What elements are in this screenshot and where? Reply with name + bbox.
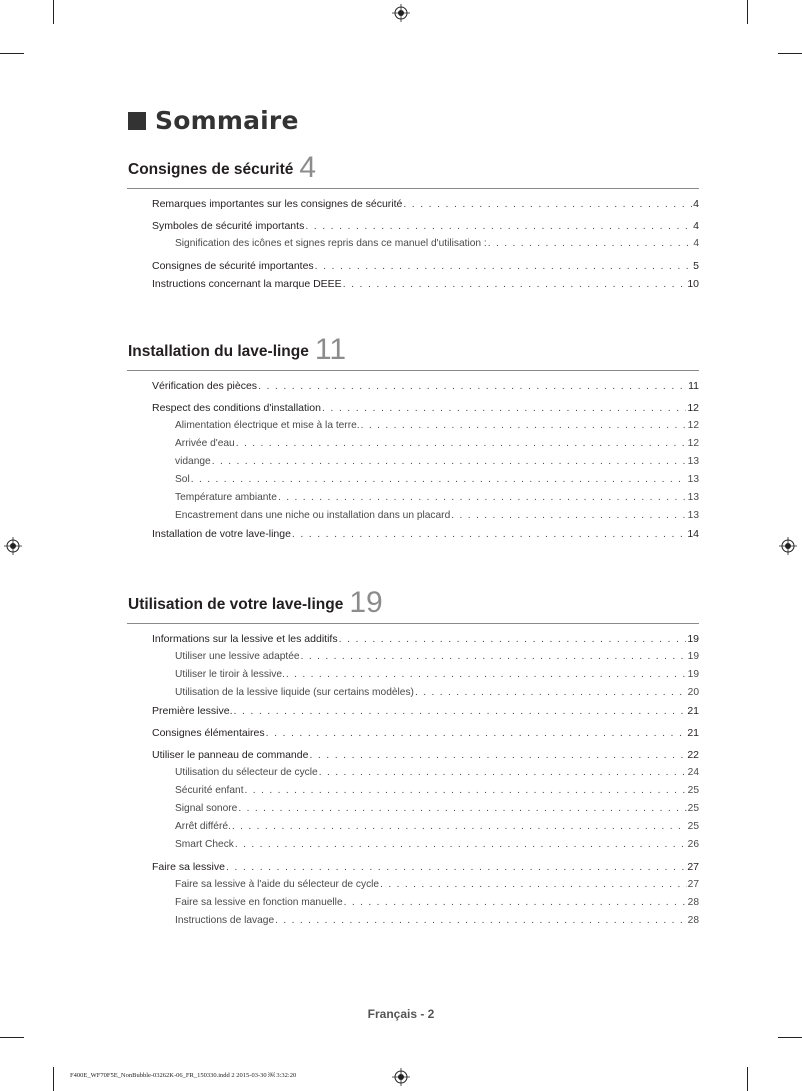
page-footer-label: Français - 2 <box>367 1007 435 1021</box>
toc-subentry[interactable]: Faire sa lessive en fonction manuelle . . . 28 <box>175 894 699 912</box>
section-title: Installation du lave-linge 11 <box>128 333 347 366</box>
crop-mark <box>0 1037 24 1038</box>
crop-mark <box>0 53 24 54</box>
toc-subentry[interactable]: Utilisation du sélecteur de cycle . . . 24 <box>175 764 699 782</box>
crop-mark <box>53 0 54 24</box>
toc-subentry[interactable]: Signal sonore . . . 25 <box>175 800 699 818</box>
toc-entry[interactable]: Première lessive. . . . 21 <box>152 702 699 720</box>
section-page-number: 19 <box>349 586 383 619</box>
page-title <box>128 106 299 135</box>
section-heading <box>127 151 699 189</box>
registration-mark-icon <box>392 4 410 22</box>
toc-entry[interactable]: Instructions concernant la marque DEEE . . . 10 <box>152 275 699 293</box>
toc-subentry[interactable]: Faire sa lessive à l'aide du sélecteur de cycle . . . 27 <box>175 876 699 894</box>
toc-entry[interactable]: Respect des conditions d'installation . . . 12 <box>152 399 699 417</box>
toc-subentry[interactable]: Utiliser une lessive adaptée . . . 19 <box>175 648 699 666</box>
toc-subentry[interactable]: Sol . . . 13 <box>175 471 699 489</box>
toc-section-installation <box>127 333 699 543</box>
crop-mark <box>747 1067 748 1091</box>
toc-entries <box>127 371 699 543</box>
section-title: Utilisation de votre lave-linge 19 <box>128 586 383 619</box>
toc-subentry[interactable]: Sécurité enfant . . . 25 <box>175 782 699 800</box>
toc-section-safety <box>127 151 699 293</box>
toc-subentry[interactable]: Arrivée d'eau . . . 12 <box>175 435 699 453</box>
toc-entries <box>127 189 699 293</box>
crop-mark <box>747 0 748 24</box>
toc-subentry[interactable]: Signification des icônes et signes repris dans ce manuel d'utilisation : . . . 4 <box>175 235 699 253</box>
section-title: Consignes de sécurité 4 <box>128 151 317 184</box>
section-heading <box>127 586 699 624</box>
crop-mark <box>778 53 802 54</box>
toc-entry[interactable]: Vérification des pièces . . . 11 <box>152 377 699 395</box>
toc-subentry[interactable]: Instructions de lavage . . . 28 <box>175 912 699 930</box>
toc-entry[interactable]: Remarques importantes sur les consignes de sécurité . . . 4 <box>152 195 699 213</box>
registration-mark-icon <box>779 537 797 555</box>
crop-mark <box>53 1067 54 1091</box>
toc-subentry[interactable]: Température ambiante . . . 13 <box>175 489 699 507</box>
toc-subentry[interactable]: Utiliser le tiroir à lessive. . . . 19 <box>175 666 699 684</box>
toc-entry[interactable]: Faire sa lessive . . . 27 <box>152 858 699 876</box>
toc-subentry[interactable]: Alimentation électrique et mise à la terre. . . . 12 <box>175 417 699 435</box>
section-page-number: 4 <box>299 151 317 184</box>
toc-entry[interactable]: Consignes de sécurité importantes . . . 5 <box>152 257 699 275</box>
page-title-text: Sommaire <box>155 106 299 135</box>
toc-subentry[interactable]: Smart Check . . . 26 <box>175 836 699 854</box>
section-heading <box>127 333 699 371</box>
toc-entry[interactable]: Installation de votre lave-linge . . . 14 <box>152 525 699 543</box>
toc-entry[interactable]: Informations sur la lessive et les additifs . . . 19 <box>152 630 699 648</box>
toc-subentry[interactable]: vidange . . . 13 <box>175 453 699 471</box>
square-bullet-icon <box>128 112 146 130</box>
toc-entry[interactable]: Symboles de sécurité importants . . . 4 <box>152 217 699 235</box>
toc-subentry[interactable]: Encastrement dans une niche ou installation dans un placard . . . 13 <box>175 507 699 525</box>
print-slug: F400E_WF70F5E_NonBubble-03262K-06_FR_150330.indd 2 2015-03-30 ￼ 3:32:20 <box>70 1072 297 1079</box>
toc-subentry[interactable]: Utilisation de la lessive liquide (sur certains modèles) . . . 20 <box>175 684 699 702</box>
registration-mark-icon <box>392 1068 410 1086</box>
crop-mark <box>778 1037 802 1038</box>
registration-mark-icon <box>4 537 22 555</box>
toc-entries <box>127 624 699 930</box>
section-page-number: 11 <box>314 333 347 366</box>
toc-entry[interactable]: Consignes élémentaires . . . 21 <box>152 724 699 742</box>
toc-section-usage <box>127 586 699 930</box>
toc-entry[interactable]: Utiliser le panneau de commande . . . 22 <box>152 746 699 764</box>
toc-subentry[interactable]: Arrêt différé. . . . 25 <box>175 818 699 836</box>
